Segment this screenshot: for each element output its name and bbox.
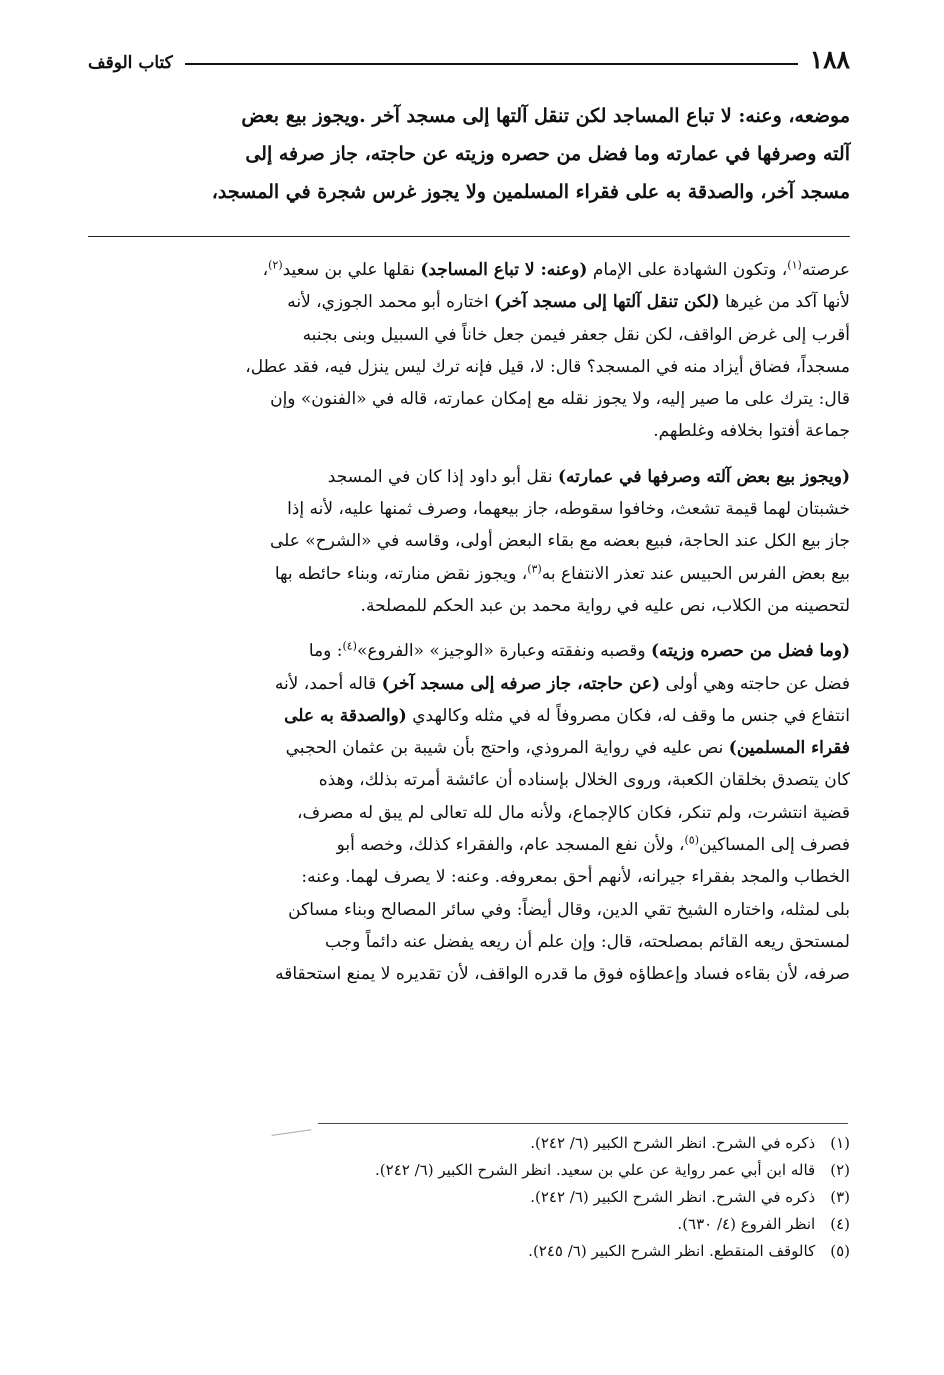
- text: اختاره أبو محمد الجوزي، لأنه: [287, 292, 495, 313]
- text-line: [88, 558, 850, 590]
- matn-quote: (عن حاجته، جاز صرفه إلى مسجد آخر): [381, 673, 661, 694]
- text-line: [88, 668, 850, 700]
- commentary-paragraph-1: [88, 254, 850, 448]
- text-line: [88, 254, 850, 286]
- text: نص عليه في رواية المروذي، واحتج بأن شيبة بن عثمان الحجبي: [285, 738, 729, 759]
- text-line: بلى لمثله، واختاره الشيخ تقي الدين، وقال أيضاً: وفي سائر المصالح وبناء مساكن: [288, 899, 850, 920]
- text: نقل أبو داود إذا كان في المسجد: [327, 466, 558, 487]
- text-line: خشبتان لهما قيمة تشعث، وخافوا سقوطه، جاز بيعهما، وصرف ثمنها عليه، لأنه إذا: [287, 499, 850, 520]
- footnote-text: كالوقف المنقطع. انظر الشرح الكبير (٦/ ٢٤٥).: [528, 1242, 816, 1260]
- text-line: لمستحق ريعه القائم بمصلحته، قال: وإن علم أن ريعه يفضل عنه دائماً وجب: [324, 931, 850, 952]
- matn-line: آلته وصرفها في عمارته وما فضل من حصره وزيته عن حاجته، جاز صرفه إلى: [245, 143, 850, 165]
- matn-line: موضعه، وعنه: لا تباع المساجد لكن تنقل آلتها إلى مسجد آخر .ويجوز بيع بعض: [241, 105, 850, 127]
- matn-quote: (وعنه: لا تباع المساجد): [420, 260, 588, 280]
- text: ، وتكون الشهادة على الإمام: [587, 260, 788, 280]
- matn-quote: فقراء المسلمين): [728, 738, 850, 759]
- text: بيع بعض الفرس الحبيس عند تعذر الانتفاع به: [541, 563, 850, 584]
- text: وقصبه ونفقته وعبارة «الوجيز» «الفروع»: [356, 641, 652, 662]
- footnote: [88, 1157, 850, 1184]
- footnote-number: (١): [830, 1134, 850, 1152]
- text: عرصته: [801, 260, 850, 280]
- text-line: لتحصينه من الكلاب، نص عليه في رواية محمد بن عبد الحكم للمصلحة.: [360, 595, 850, 616]
- text: نقلها علي بن سعيد: [282, 260, 421, 280]
- text: ، ولأن نفع المسجد عام، والفقراء كذلك، وخصه أبو: [336, 835, 685, 856]
- text: فصرف إلى المساكين: [699, 835, 850, 856]
- text-line: [88, 829, 850, 861]
- footnote-rule: [318, 1123, 848, 1124]
- text: انتفاع في جنس ما وقف له، فكان مصروفاً له في مثله وكالهدي: [406, 705, 850, 726]
- text-line: جاز بيع الكل عند الحاجة، فبيع بعضه مع بقاء البعض أولى، وقاسه في «الشرح» على: [269, 531, 850, 552]
- running-header: [88, 38, 850, 72]
- footnote: [88, 1238, 850, 1265]
- footnote-number: (٢): [830, 1161, 850, 1179]
- footnote: [88, 1130, 850, 1157]
- footnote-number: (٣): [830, 1188, 850, 1206]
- text: لأنها آكد من غيرها: [719, 292, 850, 313]
- text: : وما: [308, 641, 343, 662]
- text-line: جماعة أفتوا بخلافه وغلطهم.: [653, 421, 850, 442]
- text-line: أقرب إلى غرض الواقف، لكن نقل جعفر فيمن جعل خاناً في السبيل وبنى بجنبه: [302, 324, 850, 345]
- page-number: ١٨٨: [809, 45, 850, 74]
- text-line: قال: يترك على ما صير إليه، ولا يجوز نقله مع إمكان عمارته، قاله في «الفنون» وإن: [270, 389, 850, 410]
- matn-quote: (والصدقة به على: [284, 705, 407, 726]
- commentary: [88, 254, 850, 1004]
- matn-text: [88, 97, 850, 211]
- text: فضل عن حاجته وهي أولى: [660, 673, 850, 694]
- commentary-paragraph-3: [88, 635, 850, 990]
- footnote-text: ذكره في الشرح. انظر الشرح الكبير (٦/ ٢٤٢).: [530, 1188, 816, 1206]
- book-title: كتاب الوقف: [88, 53, 173, 73]
- footnote-ref[interactable]: (١): [787, 258, 802, 272]
- footnote: [88, 1211, 850, 1238]
- header-rule: [185, 63, 798, 65]
- text-line: [88, 635, 850, 667]
- footnote-text: انظر الفروع (٤/ ٦٣٠).: [677, 1215, 816, 1233]
- footnote-text: ذكره في الشرح. انظر الشرح الكبير (٦/ ٢٤٢).: [530, 1134, 816, 1152]
- matn-divider: [88, 236, 850, 237]
- footnote: [88, 1184, 850, 1211]
- footnotes: [88, 1130, 850, 1265]
- text-line: صرفه، لأن بقاءه فساد وإعطاؤه فوق ما قدره الواقف، لأن تقديره لا يمنع استحقاقه: [275, 964, 850, 985]
- text-line: كان يتصدق بخلقان الكعبة، وروى الخلال بإسناده أن عائشة أمرته بذلك، وهذه: [318, 770, 850, 791]
- text-line: [88, 700, 850, 732]
- text-line: الخطاب والمجد بفقراء جيرانه، لأنهم أحق بمعروفه. وعنه: لا يصرف لهما. وعنه:: [301, 867, 850, 888]
- matn-quote: (لكن تنقل آلتها إلى مسجد آخر): [494, 292, 720, 313]
- footnote-ref[interactable]: (٤): [342, 639, 357, 653]
- text: ،: [262, 260, 269, 280]
- text: قاله أحمد، لأنه: [274, 673, 382, 694]
- footnote-ref[interactable]: (٥): [684, 833, 699, 847]
- footnote-ref[interactable]: (٣): [527, 562, 542, 576]
- text: ، ويجوز نقض منارته، وبناء حائطه بها: [274, 563, 528, 584]
- text-line: [88, 732, 850, 764]
- footnote-ref[interactable]: (٢): [268, 258, 283, 272]
- footnote-number: (٥): [830, 1242, 850, 1260]
- text-line: قضية انتشرت، ولم تنكر، فكان كالإجماع، ولأنه مال لله تعالى لم يبق له مصرف،: [296, 802, 850, 823]
- text-line: مسجداً، فضاق أيزاد منه في المسجد؟ قال: لا، قيل فإنه ترك ليس ينزل فيه، فقد عطل،: [245, 356, 850, 377]
- matn-line: مسجد آخر، والصدقة به على فقراء المسلمين ولا يجوز غرس شجرة في المسجد،: [211, 181, 850, 203]
- matn-quote: (ويجوز بيع بعض آلته وصرفها في عمارته): [558, 466, 850, 487]
- text-line: [88, 286, 850, 318]
- commentary-paragraph-2: [88, 461, 850, 622]
- matn-quote: (وما فضل من حصره وزيته): [651, 641, 850, 662]
- footnote-text: قاله ابن أبي عمر رواية عن علي بن سعيد. انظر الشرح الكبير (٦/ ٢٤٢).: [375, 1161, 816, 1179]
- footnote-number: (٤): [830, 1215, 850, 1233]
- text-line: [88, 461, 850, 493]
